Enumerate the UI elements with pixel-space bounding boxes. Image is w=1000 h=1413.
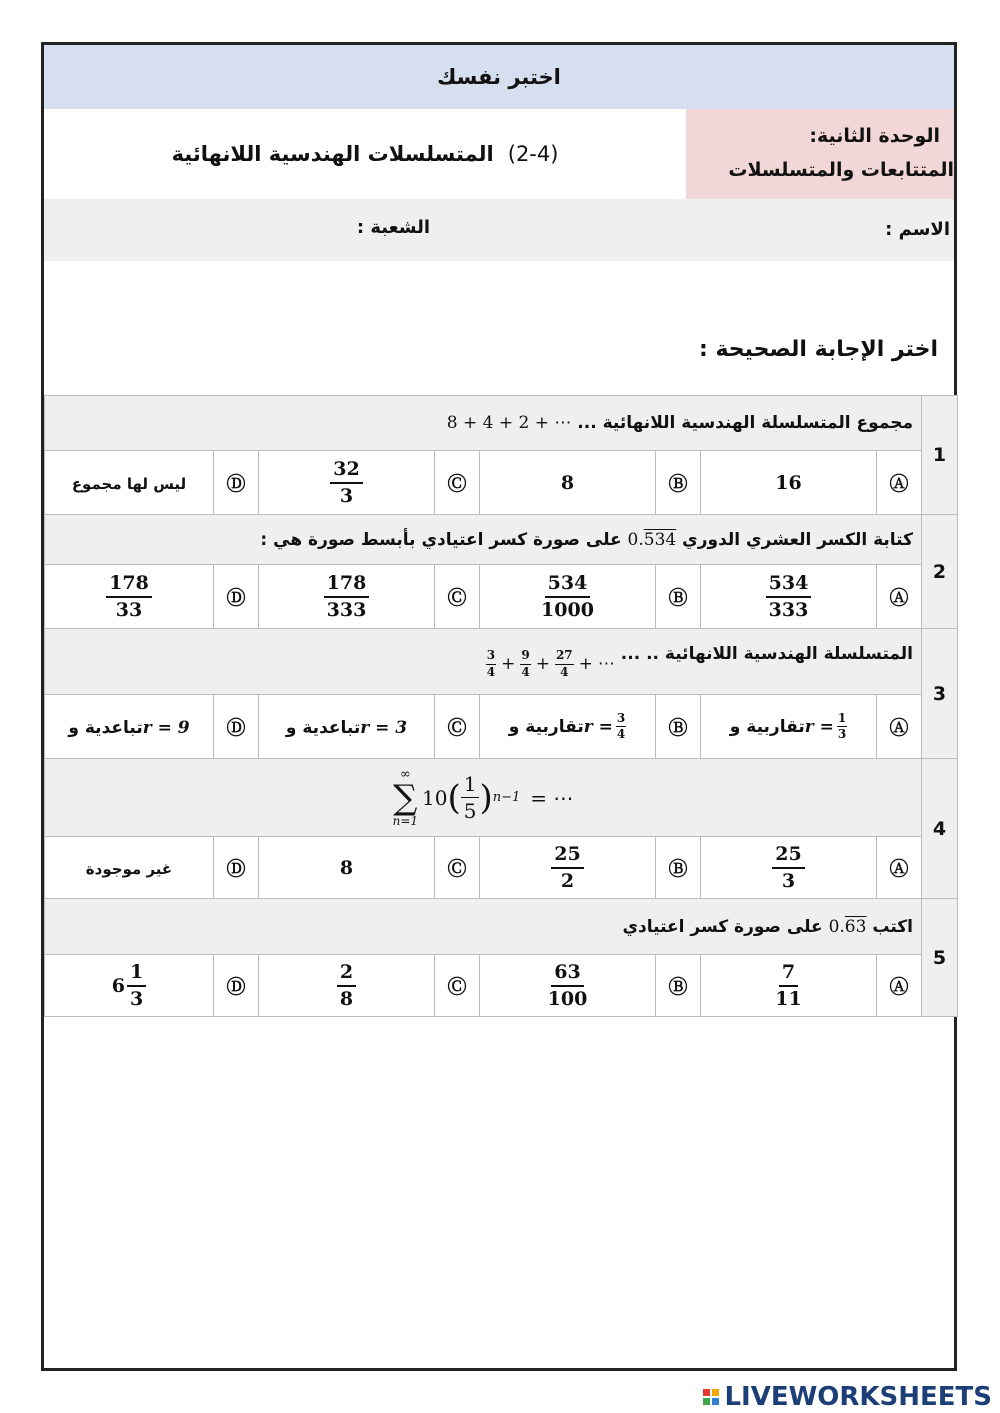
logo-square [712,1398,719,1405]
question-4-stem-row [45,759,958,837]
sigma-equals: = ⋯ [530,785,574,810]
denominator: 3 [130,987,144,1010]
question-4-option-a-fraction [772,844,804,892]
question-4-option-d[interactable] [45,837,214,899]
option-d-letter: Ⓓ [214,695,259,759]
question-5-option-d-mixed-number [112,962,146,1010]
question-4-option-b-fraction [551,844,583,892]
numerator: 178 [106,573,152,598]
numerator: 534 [766,573,812,598]
denominator: 4 [616,727,626,741]
question-3-option-b-text [508,710,626,741]
question-1-stem [45,396,922,451]
name-label: الاسم : [885,219,950,240]
sigma-notation [393,768,418,827]
instruction-heading: اختر الإجابة الصحيحة : [699,337,938,362]
denominator: 2 [560,869,575,892]
question-1-option-a-value: 16 [775,471,802,494]
numerator: 3 [486,649,496,664]
denominator: 100 [547,987,588,1010]
question-2-stem-after: على صورة كسر اعتيادي بأبسط صورة هي : [260,529,628,550]
numerator: 25 [551,844,583,869]
denominator: 11 [775,987,802,1010]
denominator: 3 [339,484,354,507]
question-4-sigma-expression [45,768,921,827]
questions-table [44,395,958,1017]
option-b-letter: Ⓑ [656,955,701,1017]
question-3-option-d[interactable] [45,695,214,759]
question-4-options-row [45,837,958,899]
question-4-option-d-text: غير موجودة [85,859,173,878]
ratio-value: r = 9 [142,717,190,738]
question-3-option-b[interactable] [480,695,656,759]
question-2-option-d-fraction [106,573,152,621]
option-c-letter: Ⓒ [435,955,480,1017]
sigma-ratio-fraction [461,773,480,822]
quiz-title: اختبر نفسك [44,45,954,109]
question-5-options-row [45,955,958,1017]
question-2-option-b[interactable] [480,565,656,629]
question-3-number: 3 [922,629,958,759]
numerator: 25 [772,844,804,869]
question-2-repeating-decimal [628,530,677,550]
numerator: 7 [779,962,798,987]
student-info-bar [44,199,954,261]
question-5-stem-before: اكتب [866,916,914,937]
option-d-letter: Ⓓ [214,451,259,515]
option-word: تقاربية و [729,716,805,737]
section-label: الشعبة : [356,217,430,238]
question-4-option-a[interactable] [701,837,877,899]
ellipsis: ⋯ [597,654,615,674]
decimal-repeating-digits: 534 [643,529,677,550]
question-3-option-a[interactable] [701,695,877,759]
question-2-stem-before: كتابة الكسر العشري الدوري [676,529,914,550]
question-2-option-a[interactable] [701,565,877,629]
question-5-option-d[interactable] [45,955,214,1017]
decimal-integer: 0. [828,916,845,937]
option-b-letter: Ⓑ [656,565,701,629]
series-term-2 [520,649,530,678]
option-b-letter: Ⓑ [656,695,701,759]
liveworksheets-logo [703,1382,992,1412]
denominator: 4 [560,664,569,679]
question-1-option-b-value: 8 [560,471,575,494]
question-2-option-a-fraction [766,573,812,621]
decimal-integer: 0. [627,529,644,550]
option-word: تباعدية و [285,717,361,738]
question-5-stem-row [45,899,958,955]
right-paren: ) [479,777,493,818]
option-a-letter: Ⓐ [877,955,922,1017]
lesson-title [44,109,686,199]
sigma-coefficient: 10 [422,785,448,810]
option-a-letter: Ⓐ [877,837,922,899]
denominator: 3 [837,727,847,741]
logo-text: LIVEWORKSHEETS [724,1382,992,1412]
question-3-option-c-text [286,718,407,738]
denominator: 4 [521,664,530,679]
question-3-stem-text: المتسلسلة الهندسية اللانهائية .. ... [614,644,914,665]
numerator: 2 [337,962,356,987]
numerator: 9 [520,649,530,664]
whole-part: 6 [111,974,125,997]
question-5-option-c-fraction [337,962,356,1010]
option-a-letter: Ⓐ [877,565,922,629]
denominator: 4 [486,664,496,679]
option-d-letter: Ⓓ [214,955,259,1017]
question-4-option-b[interactable] [480,837,656,899]
plus-sign: + [578,654,593,674]
denominator: 8 [339,987,354,1010]
ratio-expression [805,712,847,741]
logo-square [712,1389,719,1396]
numerator: 1 [837,712,847,727]
fraction-part [127,962,146,1010]
question-1-options-row [45,451,958,515]
option-b-letter: Ⓑ [656,451,701,515]
denominator: 5 [463,799,477,823]
question-1-option-d-text: ليس لها مجموع [71,474,187,493]
denominator: 1000 [541,598,594,621]
option-c-letter: Ⓒ [435,565,480,629]
question-5-stem-after: على صورة كسر اعتيادي [622,916,829,937]
logo-icon [703,1389,719,1405]
option-d-letter: Ⓓ [214,565,259,629]
numerator: 1 [461,773,480,798]
ratio-fraction [837,712,847,741]
unit-line-2: المتتابعات والمتسلسلات [728,159,954,181]
option-c-letter: Ⓒ [435,451,480,515]
question-5-option-b-fraction [545,962,591,1010]
question-2-option-d[interactable] [45,565,214,629]
plus-sign: + [501,654,516,674]
series-term-1 [486,649,496,678]
question-1-option-a[interactable] [701,451,877,515]
ratio-expression [584,712,626,741]
ratio-fraction [616,712,626,741]
numerator: 3 [616,712,626,727]
numerator: 32 [330,459,362,484]
numerator: 534 [545,573,591,598]
question-5-option-a-fraction [772,962,804,1010]
question-5-option-c[interactable] [259,955,435,1017]
unit-line-1: الوحدة الثانية: [809,125,940,147]
question-1-stem-math: 8 + 4 + 2 + ⋯ [446,413,572,433]
question-1-option-b[interactable] [480,451,656,515]
question-5-stem [45,899,922,955]
option-b-letter: Ⓑ [656,837,701,899]
ratio-value: r = 3 [360,717,408,738]
question-3-stem [45,629,922,695]
unit-box [686,109,954,199]
question-3-stem-series [486,649,615,678]
left-paren: ( [447,777,461,818]
lesson-name: المتسلسلات الهندسية اللانهائية [171,142,494,166]
question-1-stem-text: مجموع المتسلسلة الهندسية اللانهائية ... [571,413,914,433]
option-c-letter: Ⓒ [435,837,480,899]
question-3-option-d-text [68,718,189,738]
question-3-options-row [45,695,958,759]
question-5-option-b[interactable] [480,955,656,1017]
question-1-option-c[interactable] [259,451,435,515]
question-3-option-a-text [729,710,847,741]
sigma-exponent: n−1 [492,790,521,805]
denominator: 33 [115,598,143,621]
denominator: 333 [768,598,809,621]
question-4-option-c-value: 8 [339,856,354,879]
question-4-stem [45,759,922,837]
decimal-repeating-digits: 63 [844,916,867,937]
question-1-number: 1 [922,396,958,515]
option-c-letter: Ⓒ [435,695,480,759]
question-2-option-b-fraction [538,573,597,621]
question-2-number: 2 [922,515,958,629]
sigma-icon: ∑ [393,778,418,818]
sigma-upper-limit: ∞ [399,767,411,782]
question-3-stem-row [45,629,958,695]
question-1-option-c-fraction [330,459,362,507]
logo-square [703,1389,710,1396]
question-1-stem-row [45,396,958,451]
ratio-label: r = [583,716,613,737]
numerator: 1 [127,962,146,987]
question-5-number: 5 [922,899,958,1017]
numerator: 27 [555,649,574,664]
lesson-number: (2-4) [507,142,559,166]
ratio-label: r = [804,716,834,737]
logo-square [703,1398,710,1405]
question-3-option-c[interactable] [259,695,435,759]
numerator: 178 [324,573,370,598]
question-2-stem [45,515,922,565]
option-a-letter: Ⓐ [877,451,922,515]
option-word: تقاربية و [508,716,584,737]
question-4-number: 4 [922,759,958,899]
series-term-3 [555,649,574,678]
denominator: 333 [326,598,367,621]
plus-sign: + [535,654,550,674]
sigma-lower-limit: n=1 [392,814,419,828]
question-1-option-d[interactable] [45,451,214,515]
question-2-options-row [45,565,958,629]
question-2-stem-row [45,515,958,565]
question-2-option-c[interactable] [259,565,435,629]
option-d-letter: Ⓓ [214,837,259,899]
question-5-repeating-decimal [829,917,867,937]
question-2-option-c-fraction [324,573,370,621]
question-5-option-a[interactable] [701,955,877,1017]
question-4-option-c[interactable] [259,837,435,899]
option-a-letter: Ⓐ [877,695,922,759]
option-word: تباعدية و [68,717,143,738]
numerator: 63 [551,962,583,987]
worksheet-page [41,42,957,1371]
denominator: 3 [781,869,796,892]
